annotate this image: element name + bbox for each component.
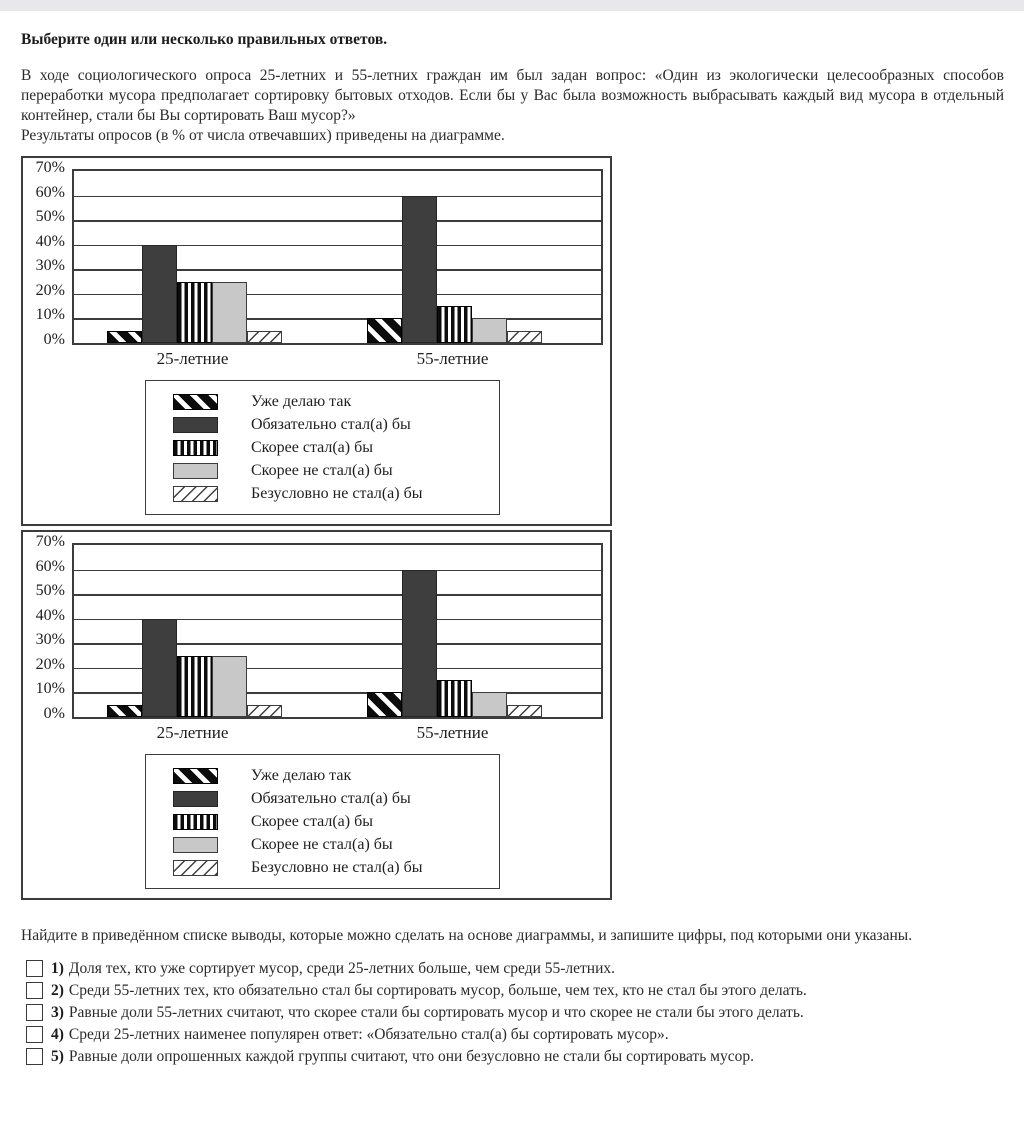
legend-row [146,833,499,856]
legend-swatch [173,486,218,502]
y-axis [23,533,72,723]
legend-swatch [173,768,218,784]
bar [472,692,507,717]
legend-swatch [173,814,218,830]
gridline [74,594,601,596]
legend-label: Обязательно стал(а) бы [251,789,411,807]
y-axis-tick-label: 20% [35,655,65,673]
legend-label: Уже делаю так [251,766,352,784]
bar [247,705,282,717]
answer-option-row [26,959,1004,978]
option-checkbox[interactable] [26,1048,43,1065]
y-axis-tick-label: 20% [35,281,65,299]
legend-row [146,390,499,413]
bar [107,331,142,343]
legend-label: Безусловно не стал(а) бы [251,858,423,876]
y-axis-tick-label: 0% [43,705,65,723]
option-number: 5) [51,1048,64,1065]
bar [177,282,212,343]
bar [437,306,472,343]
option-number: 1) [51,960,64,977]
option-text: Среди 25-летних наименее популярен ответ: «Обязательно стал(а) бы сортировать мусор». [68,1026,669,1043]
option-text: Равные доли опрошенных каждой группы считают, что они безусловно не стали бы сортировать мусор. [68,1048,754,1065]
gridline [74,220,601,222]
content-area [0,31,1024,1066]
bar-chart-panel [21,530,612,900]
legend-swatch [173,440,218,456]
option-text: Среди 55-летних тех, кто обязательно стал бы сортировать мусор, больше, чем тех, кто не стал бы этого делать. [68,982,807,999]
gridline [74,196,601,198]
answer-option-row [26,1047,1004,1066]
chart-legend [145,754,500,889]
legend-label: Скорее не стал(а) бы [251,835,393,853]
bar [402,196,437,343]
option-checkbox[interactable] [26,1004,43,1021]
option-number: 2) [51,982,64,999]
gridline [74,570,601,572]
y-axis-tick-label: 30% [35,257,65,275]
legend-label: Скорее не стал(а) бы [251,461,393,479]
x-axis-labels [72,719,599,746]
legend-swatch [173,417,218,433]
y-axis-tick-label: 40% [35,232,65,250]
answer-option-row [26,981,1004,1000]
bar [507,705,542,717]
plot-wrap [23,533,610,723]
legend-row [146,436,499,459]
y-axis-tick-label: 0% [43,331,65,349]
answer-options [26,959,1004,1066]
plot-area [72,543,603,719]
bar [472,318,507,343]
bar [212,282,247,343]
x-axis-category-label: 25-летние [156,349,229,368]
y-axis-tick-label: 70% [35,533,65,551]
y-axis-tick-label: 50% [35,582,65,600]
bar [247,331,282,343]
y-axis-tick-label: 30% [35,631,65,649]
legend-row [146,482,499,505]
legend-swatch [173,463,218,479]
x-axis-category-label: 55-летние [416,349,489,368]
plot-area [72,169,603,345]
y-axis-tick-label: 10% [35,680,65,698]
legend-row [146,810,499,833]
y-axis-tick-label: 70% [35,159,65,177]
intro-paragraph: В ходе социологического опроса 25-летних и 55-летних граждан им был задан вопрос: «Один из экологически целесообразных способов переработки мусора предполагает сортировку бытовых отходов. Если бы у Вас была возможность выбрасывать каждый вид мусора в отдельный контейнер, стали бы Вы сортировать Ваш мусор?» [21,67,1004,124]
option-number: 3) [51,1004,64,1021]
option-text: Равные доли 55-летних считают, что скорее стали бы сортировать мусор и что скорее не стали бы этого делать. [68,1004,804,1021]
bar [107,705,142,717]
bar [402,570,437,717]
option-text: Доля тех, кто уже сортирует мусор, среди 25-летних больше, чем среди 55-летних. [68,960,616,977]
legend-label: Скорее стал(а) бы [251,812,373,830]
y-axis-tick-label: 60% [35,557,65,575]
legend-swatch [173,394,218,410]
legend-label: Уже делаю так [251,392,352,410]
legend-label: Безусловно не стал(а) бы [251,484,423,502]
y-axis-tick-label: 60% [35,183,65,201]
y-axis-tick-label: 50% [35,208,65,226]
option-number: 4) [51,1026,64,1043]
y-axis [23,159,72,349]
legend-row [146,459,499,482]
legend-row [146,413,499,436]
chart-legend [145,380,500,515]
y-axis-tick-label: 10% [35,306,65,324]
x-axis-category-label: 55-летние [416,723,489,742]
plot-wrap [23,159,610,349]
legend-swatch [173,791,218,807]
option-checkbox[interactable] [26,960,43,977]
bar [177,656,212,717]
question-instruction: Выберите один или несколько правильных ответов. [21,31,388,48]
bar [437,680,472,717]
question-prompt: Найдите в приведённом списке выводы, которые можно сделать на основе диаграммы, и запишите цифры, под которыми они указаны. [21,927,913,944]
bar [212,656,247,717]
bar [507,331,542,343]
option-checkbox[interactable] [26,1026,43,1043]
answer-option-row [26,1003,1004,1022]
y-axis-tick-label: 40% [35,606,65,624]
bar-chart-panel [21,156,612,526]
legend-row [146,787,499,810]
bar [142,619,177,717]
legend-row [146,856,499,879]
option-checkbox[interactable] [26,982,43,999]
legend-swatch [173,837,218,853]
intro-subline: Результаты опросов (в % от числа отвечавших) приведены на диаграмме. [21,127,505,144]
x-axis-labels [72,345,599,372]
legend-label: Скорее стал(а) бы [251,438,373,456]
x-axis-category-label: 25-летние [156,723,229,742]
charts-container [21,156,1004,900]
page-top-strip [0,0,1024,11]
legend-swatch [173,860,218,876]
legend-row [146,764,499,787]
bar [367,692,402,717]
bar [142,245,177,343]
answer-option-row [26,1025,1004,1044]
legend-label: Обязательно стал(а) бы [251,415,411,433]
bar [367,318,402,343]
